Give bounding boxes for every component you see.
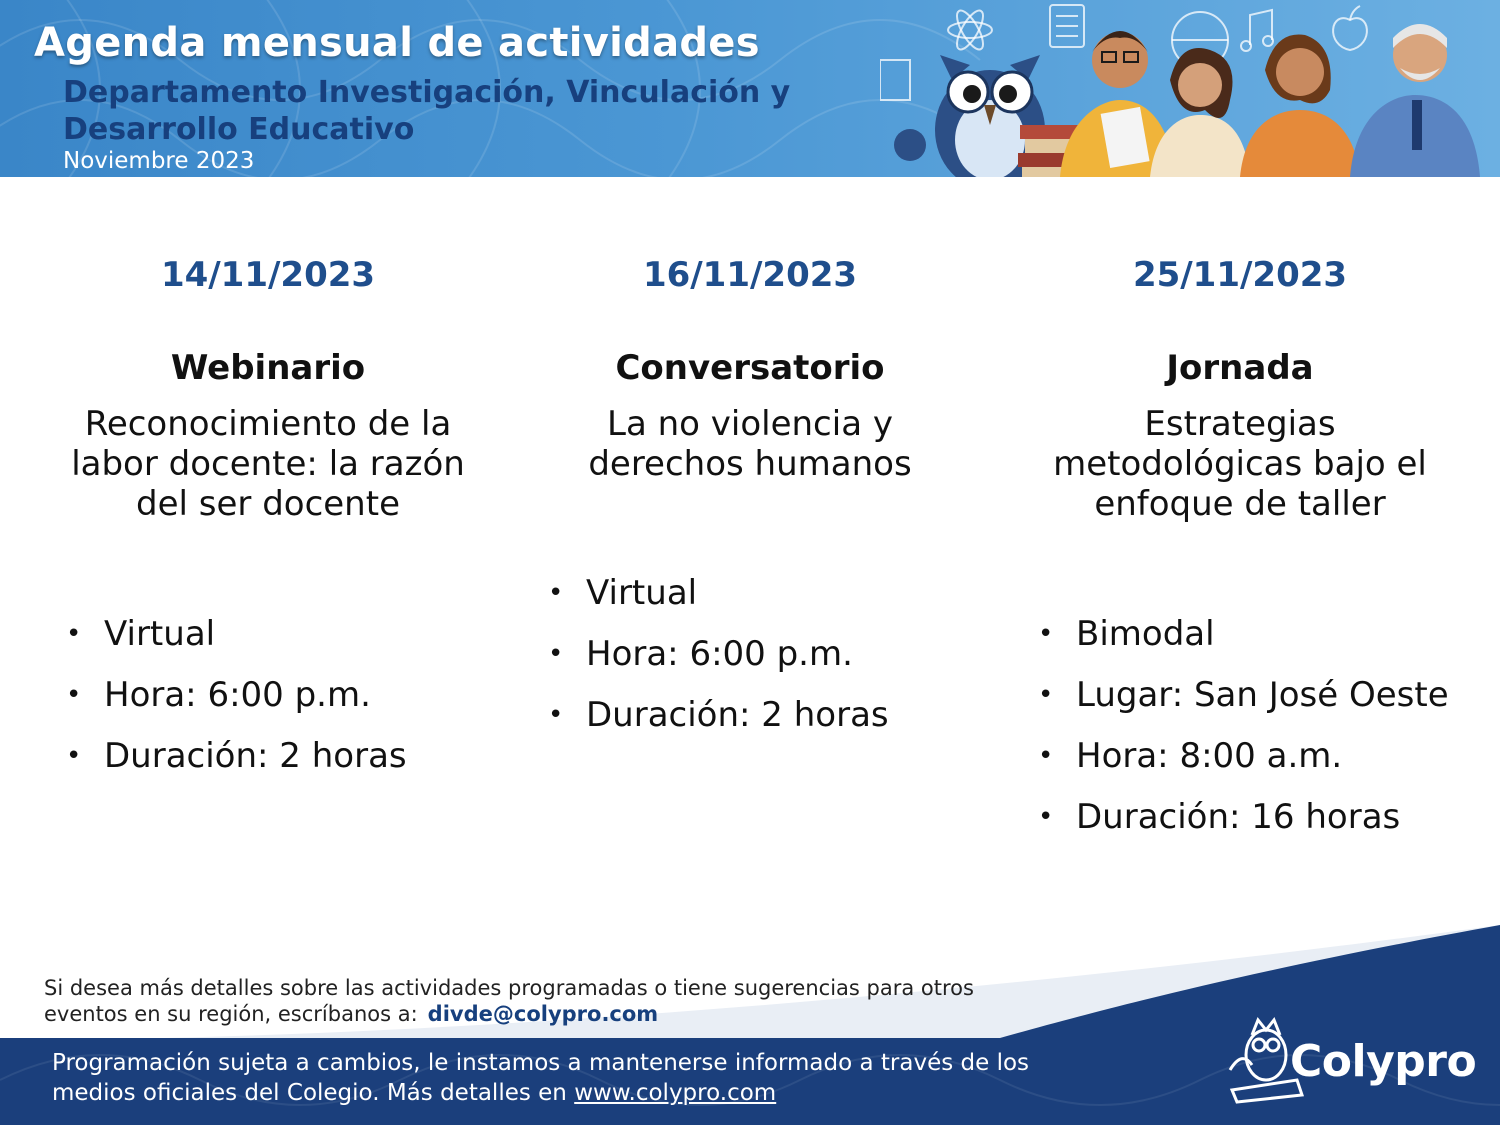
event-detail-item: • Virtual <box>56 614 526 654</box>
contact-email-link[interactable]: divde@colypro.com <box>427 1002 659 1026</box>
event-detail-item: • Duración: 16 horas <box>1028 797 1498 837</box>
event-detail-item: • Lugar: San José Oeste <box>1028 675 1498 715</box>
calculator-icon <box>1050 5 1084 47</box>
atom-icon <box>948 7 992 53</box>
event-type: Webinario <box>170 348 366 388</box>
teacher-icon <box>1240 34 1360 177</box>
teacher-icon <box>1150 48 1250 177</box>
apple-icon <box>1333 6 1367 50</box>
event-detail-item: • Duración: 2 horas <box>56 736 526 776</box>
event-detail-item: • Duración: 2 horas <box>538 695 1008 735</box>
event-column-1 <box>28 252 508 776</box>
page-title: Agenda mensual de actividades <box>34 20 760 66</box>
event-detail-item: • Bimodal <box>1028 614 1498 654</box>
event-column-3 <box>1000 252 1480 837</box>
event-date: 16/11/2023 <box>642 255 858 295</box>
event-detail-item: • Hora: 6:00 p.m. <box>56 675 526 715</box>
event-details-list <box>56 614 526 797</box>
website-link[interactable]: www.colypro.com <box>574 1080 777 1106</box>
event-detail-item: • Hora: 6:00 p.m. <box>538 634 1008 674</box>
event-date: 14/11/2023 <box>160 255 376 295</box>
event-type: Conversatorio <box>615 348 885 388</box>
department-name: Departamento Investigación, Vinculación y Desarrollo Educativo <box>63 75 791 147</box>
schedule-notice <box>52 1048 1052 1108</box>
event-detail-item: • Hora: 8:00 a.m. <box>1028 736 1498 776</box>
teachers-illustration <box>880 0 1500 177</box>
contact-message <box>44 975 1044 1027</box>
music-note-icon <box>1241 10 1273 51</box>
event-details-list <box>538 573 1008 756</box>
notebook-icon <box>880 60 910 100</box>
notice-text: Programación sujeta a cambios, le instamos a mantenerse informado a través de los medios oficiales del Colegio. Más detalles en <box>52 1050 1030 1106</box>
event-details-list <box>1028 614 1498 858</box>
month-label: Noviembre 2023 <box>63 148 255 174</box>
header-banner <box>0 0 1500 177</box>
event-type: Jornada <box>1166 348 1314 388</box>
contact-text: Si desea más detalles sobre las actividades programadas o tiene sugerencias para otros eventos en su región, escríbanos a: <box>44 976 974 1026</box>
event-topic: Estrategias metodológicas bajo el enfoque de taller <box>1053 404 1427 524</box>
teacher-icon <box>1350 24 1480 177</box>
event-date: 25/11/2023 <box>1132 255 1348 295</box>
event-column-2 <box>510 252 990 735</box>
event-topic: Reconocimiento de la labor docente: la razón del ser docente <box>71 404 465 524</box>
colypro-logo-text: Colypro <box>1290 1036 1477 1087</box>
event-topic: La no violencia y derechos humanos <box>588 404 912 484</box>
event-detail-item: • Virtual <box>538 573 1008 613</box>
